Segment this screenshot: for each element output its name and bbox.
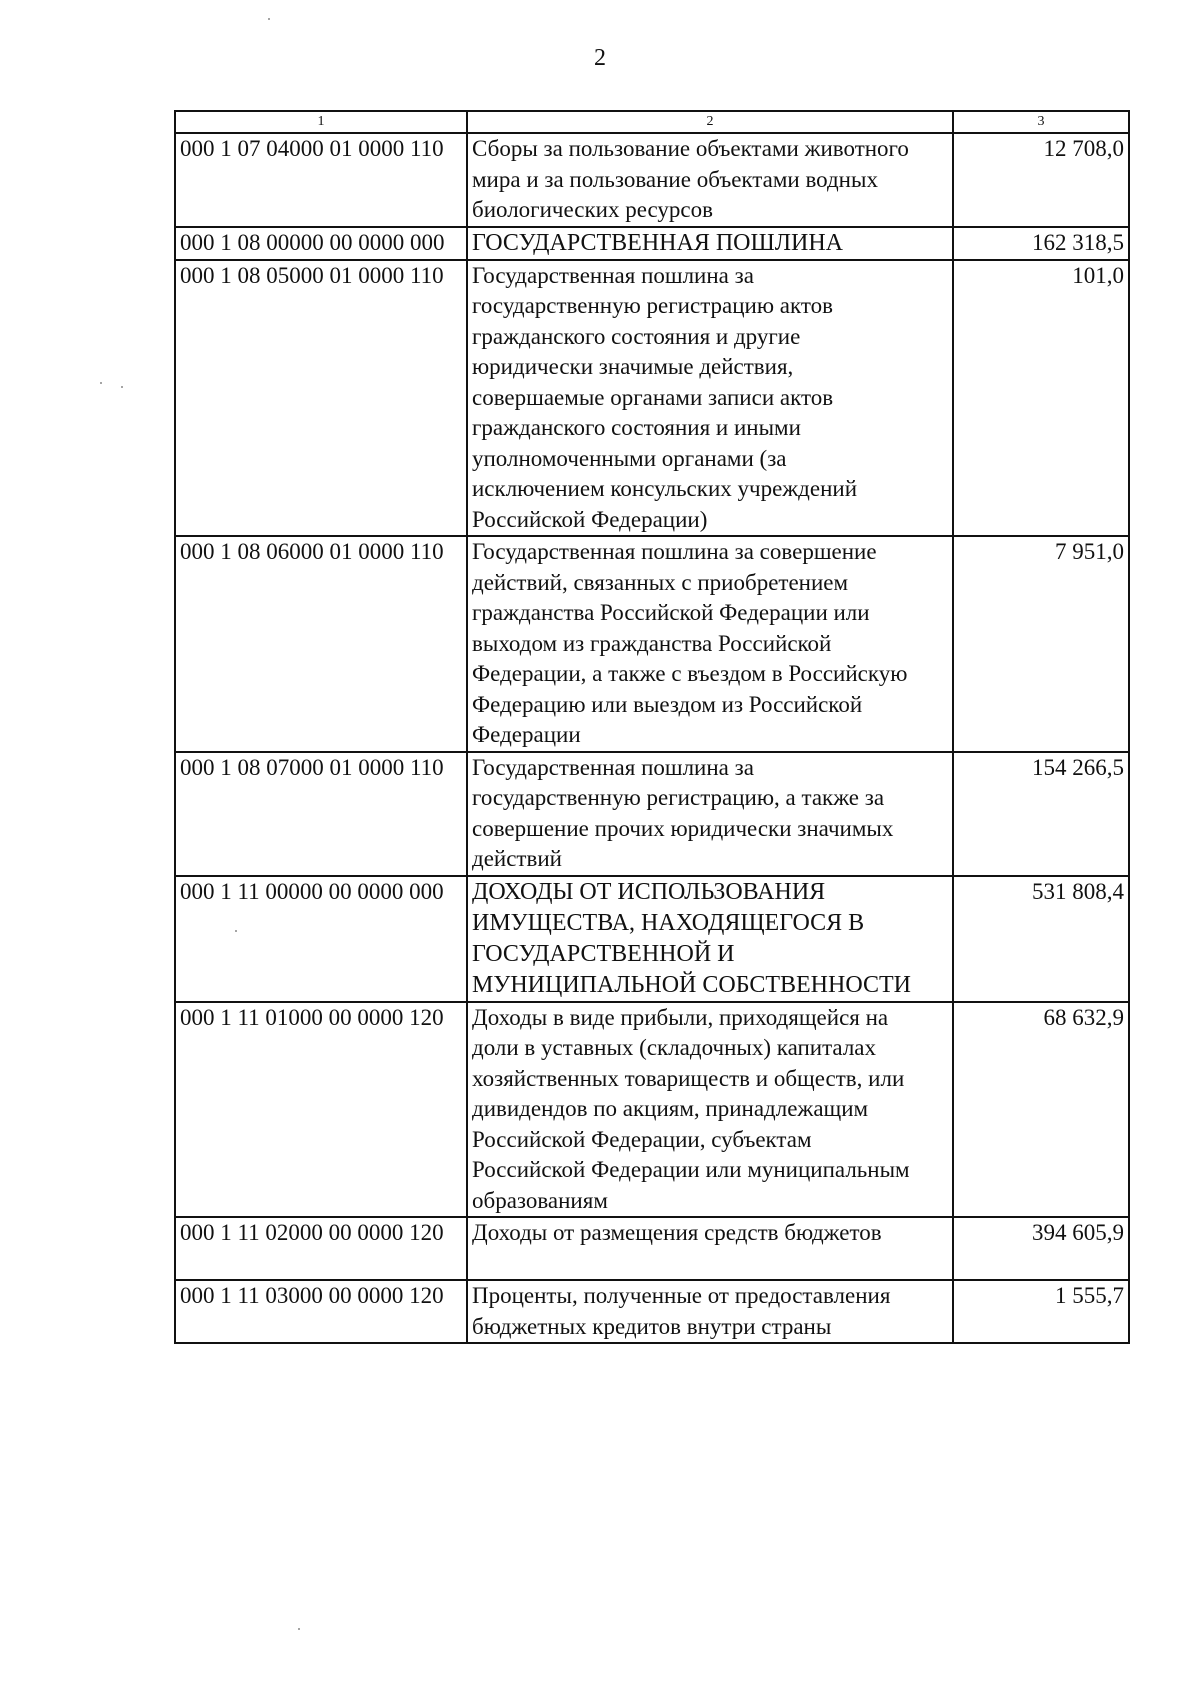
scan-speck <box>268 18 270 20</box>
description-line: ИМУЩЕСТВА, НАХОДЯЩЕГОСЯ В <box>472 909 865 936</box>
description-line: Российской Федерации, субъектам <box>472 1126 812 1152</box>
row-amount: 154 266,5 <box>953 752 1129 876</box>
row-code: 000 1 08 00000 00 0000 000 <box>175 227 467 260</box>
description-line: Федерацию или выездом из Российской <box>472 691 863 717</box>
description-line: хозяйственных товариществ и обществ, или <box>472 1065 905 1091</box>
table-body <box>175 133 1129 1343</box>
row-code: 000 1 08 07000 01 0000 110 <box>175 752 467 876</box>
description-line: исключением консульских учреждений <box>472 476 858 501</box>
row-amount: 531 808,4 <box>953 876 1129 1002</box>
row-amount: 162 318,5 <box>953 227 1129 260</box>
row-code: 000 1 11 01000 00 0000 120 <box>175 1002 467 1218</box>
description-line: Государственная пошлина за <box>472 262 754 288</box>
column-number-row <box>175 111 1129 133</box>
description-line: Государственная пошлина за совершение <box>472 539 877 564</box>
description-line: Проценты, полученные от предоставления <box>472 1283 891 1308</box>
row-description <box>467 876 953 1002</box>
table-row <box>175 227 1129 260</box>
description-line: ГОСУДАРСТВЕННАЯ ПОШЛИНА <box>472 229 843 256</box>
description-line: ДОХОДЫ ОТ ИСПОЛЬЗОВАНИЯ <box>472 878 826 905</box>
row-description <box>467 1280 953 1343</box>
row-description <box>467 536 953 752</box>
row-code: 000 1 11 02000 00 0000 120 <box>175 1217 467 1280</box>
row-amount: 12 708,0 <box>953 133 1129 227</box>
description-line: доли в уставных (складочных) капиталах <box>472 1035 877 1060</box>
page-number: 2 <box>594 45 606 71</box>
table-row <box>175 876 1129 1002</box>
description-line: ГОСУДАРСТВЕННОЙ И <box>472 940 735 967</box>
description-line: гражданского состояния и другие <box>472 323 801 349</box>
table-row <box>175 536 1129 752</box>
scan-speck <box>298 1628 300 1630</box>
row-code: 000 1 08 06000 01 0000 110 <box>175 536 467 752</box>
row-description <box>467 133 953 227</box>
row-code: 000 1 07 04000 01 0000 110 <box>175 133 467 227</box>
description-line: государственную регистрацию, а также за <box>472 785 885 810</box>
description-line: юридически значимые действия, <box>472 354 794 379</box>
row-description <box>467 1002 953 1218</box>
row-amount: 68 632,9 <box>953 1002 1129 1218</box>
row-code: 000 1 11 03000 00 0000 120 <box>175 1280 467 1343</box>
row-description <box>467 1217 953 1280</box>
column-number-3: 3 <box>953 111 1129 133</box>
description-line: Федерации, а также с въездом в Российскую <box>472 661 908 686</box>
description-line: Доходы в виде прибыли, приходящейся на <box>472 1004 889 1030</box>
description-line: действий, связанных с приобретением <box>472 569 849 595</box>
description-line: государственную регистрацию актов <box>472 293 833 318</box>
description-line: Сборы за пользование объектами животного <box>472 136 909 161</box>
description-line: Доходы от размещения средств бюджетов <box>472 1220 882 1245</box>
description-line: биологических ресурсов <box>472 197 713 222</box>
table-row <box>175 1217 1129 1280</box>
description-line: Государственная пошлина за <box>472 754 754 780</box>
description-line: совершаемые органами записи актов <box>472 384 834 410</box>
description-line: бюджетных кредитов внутри страны <box>472 1313 832 1339</box>
description-line: образованиям <box>472 1187 608 1213</box>
description-line: Федерации <box>472 722 581 747</box>
description-line: гражданского состояния и иными <box>472 415 801 440</box>
scan-speck <box>100 382 102 384</box>
row-description <box>467 227 953 260</box>
scan-speck <box>121 386 123 388</box>
table-row <box>175 133 1129 227</box>
row-amount: 1 555,7 <box>953 1280 1129 1343</box>
description-line: гражданства Российской Федерации или <box>472 600 870 625</box>
row-amount: 394 605,9 <box>953 1217 1129 1280</box>
description-line: МУНИЦИПАЛЬНОЙ СОБСТВЕННОСТИ <box>472 971 911 998</box>
table-row <box>175 1002 1129 1218</box>
table-row <box>175 1280 1129 1343</box>
scan-speck <box>235 930 237 932</box>
column-number-1: 1 <box>175 111 467 133</box>
row-description <box>467 260 953 537</box>
description-line: Российской Федерации или муниципальным <box>472 1157 910 1182</box>
row-code: 000 1 11 00000 00 0000 000 <box>175 876 467 1002</box>
revenue-table <box>174 110 1130 1344</box>
description-line: Российской Федерации) <box>472 506 708 532</box>
column-number-2: 2 <box>467 111 953 133</box>
description-line: совершение прочих юридически значимых <box>472 815 894 841</box>
row-amount: 7 951,0 <box>953 536 1129 752</box>
table-row <box>175 752 1129 876</box>
description-line: уполномоченными органами (за <box>472 445 787 471</box>
row-description <box>467 752 953 876</box>
table-row <box>175 260 1129 537</box>
description-line: мира и за пользование объектами водных <box>472 166 878 192</box>
row-amount: 101,0 <box>953 260 1129 537</box>
row-code: 000 1 08 05000 01 0000 110 <box>175 260 467 537</box>
blank-line <box>472 1249 948 1280</box>
description-line: дивидендов по акциям, принадлежащим <box>472 1096 869 1121</box>
description-line: выходом из гражданства Российской <box>472 630 832 656</box>
description-line: действий <box>472 846 562 871</box>
